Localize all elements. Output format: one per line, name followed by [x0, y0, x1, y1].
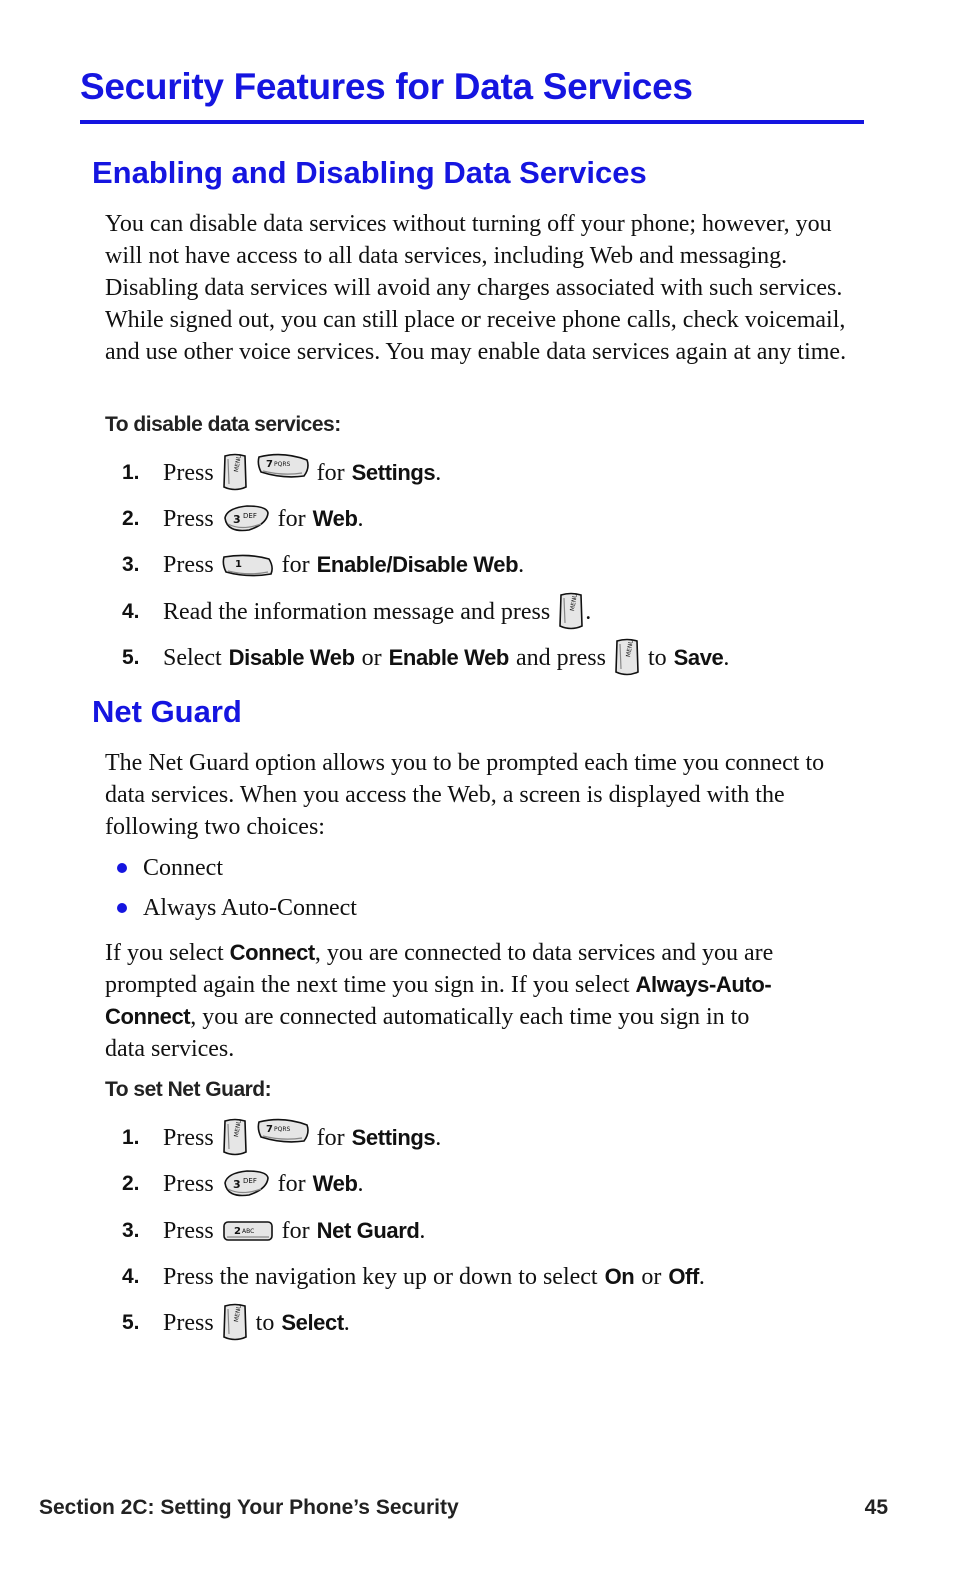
step-target: Select — [281, 1310, 344, 1335]
step-number: 3. — [122, 553, 140, 576]
menu-ok-key-icon — [221, 453, 249, 493]
step-option-2: Off — [668, 1264, 699, 1289]
bullet-dot-icon — [117, 903, 127, 913]
step-period: . — [435, 459, 442, 486]
step-to: to — [647, 644, 667, 671]
disable-step-3 — [122, 545, 524, 585]
step-for: for — [316, 1124, 345, 1151]
bullet-text: Always Auto-Connect — [143, 894, 357, 921]
page-title: Security Features for Data Services — [80, 66, 693, 107]
step-verb: Press — [163, 1217, 214, 1244]
net-guard-step-1 — [122, 1118, 441, 1158]
disable-step-1 — [122, 453, 441, 493]
step-number: 5. — [122, 646, 140, 669]
step-option-1: On — [604, 1264, 635, 1289]
net-guard-choices-paragraph — [105, 937, 865, 1065]
step-or: or — [361, 644, 382, 671]
step-period: . — [357, 1170, 364, 1197]
title-rule — [80, 120, 864, 124]
key-7-pqrs-icon — [256, 452, 310, 480]
menu-ok-key-icon — [221, 1303, 249, 1343]
key-3-def-icon — [221, 1169, 271, 1199]
step-period: . — [343, 1309, 350, 1336]
para-text: data services. — [105, 1036, 235, 1062]
key-3-def-icon — [221, 504, 271, 534]
key-1-icon — [221, 551, 275, 579]
step-for: for — [316, 459, 345, 486]
step-target: Save — [673, 645, 724, 670]
key-7-pqrs-icon — [256, 1117, 310, 1145]
step-for: for — [281, 1217, 310, 1244]
step-target: Net Guard — [316, 1218, 420, 1243]
step-number: 4. — [122, 1265, 140, 1288]
step-text: Press the navigation key up or down to select — [163, 1263, 598, 1290]
net-guard-step-2 — [122, 1164, 364, 1204]
para-text: , you are connected to data services and you are — [314, 940, 774, 966]
step-target: Settings — [351, 1125, 436, 1150]
step-number: 4. — [122, 600, 140, 623]
step-verb: Press — [163, 551, 214, 578]
bullet-item — [117, 890, 357, 926]
step-period: . — [723, 644, 730, 671]
step-period: . — [357, 505, 364, 532]
step-option-2: Enable Web — [388, 645, 509, 670]
step-verb: Press — [163, 1170, 214, 1197]
step-for: for — [277, 1170, 306, 1197]
disable-step-2 — [122, 499, 364, 539]
step-period: . — [419, 1217, 426, 1244]
para-text: If you select — [105, 940, 224, 966]
step-period: . — [435, 1124, 442, 1151]
para-text: prompted again the next time you sign in. If you select — [105, 972, 630, 998]
para-bold: Always-Auto- — [635, 972, 772, 997]
step-period: . — [698, 1263, 705, 1290]
net-guard-paragraph: The Net Guard option allows you to be prompted each time you connect to data services. When you access the Web, a screen is displayed with the following two choices: — [105, 750, 825, 840]
key-2-abc-icon — [221, 1219, 275, 1243]
net-guard-step-5 — [122, 1303, 350, 1343]
step-verb: Press — [163, 1309, 214, 1336]
para-text: , you are connected automatically each time you sign in to — [190, 1004, 750, 1030]
step-verb: Press — [163, 505, 214, 532]
step-number: 1. — [122, 461, 140, 484]
step-verb: Press — [163, 459, 214, 486]
step-number: 2. — [122, 507, 140, 530]
disable-step-4 — [122, 592, 591, 632]
step-to: to — [255, 1309, 275, 1336]
step-option-1: Disable Web — [228, 645, 355, 670]
disable-step-5 — [122, 638, 729, 678]
step-target: Settings — [351, 460, 436, 485]
step-verb: Press — [163, 1124, 214, 1151]
footer-page-number: 45 — [864, 1496, 888, 1519]
section-heading-enabling: Enabling and Disabling Data Services — [92, 155, 647, 190]
step-verb: Select — [163, 644, 222, 671]
step-period: . — [585, 598, 592, 625]
menu-ok-key-icon — [613, 638, 641, 678]
footer-section-title: Section 2C: Setting Your Phone’s Security — [39, 1496, 459, 1519]
intro-paragraph: You can disable data services without turning off your phone; however, you will not have access to all data services, including Web and messaging. Disabling data services will avoid any charges associated with such services. While signed out, you can still place or receive phone calls, check voicemail, and use other voice services. You may enable data services again at any time. — [105, 211, 847, 365]
step-target: Web — [312, 1171, 358, 1196]
menu-ok-key-icon — [221, 1118, 249, 1158]
step-for: for — [277, 505, 306, 532]
step-target: Web — [312, 506, 358, 531]
net-guard-step-3 — [122, 1211, 425, 1251]
bullet-item — [117, 850, 223, 886]
para-bold: Connect — [229, 940, 315, 965]
step-text: Read the information message and press — [163, 598, 551, 625]
step-target: Enable/Disable Web — [316, 552, 519, 577]
step-number: 1. — [122, 1126, 140, 1149]
step-period: . — [518, 551, 525, 578]
disable-procedure-subhead: To disable data services: — [105, 413, 341, 436]
bullet-dot-icon — [117, 863, 127, 873]
menu-ok-key-icon — [557, 592, 585, 632]
section-heading-net-guard: Net Guard — [92, 694, 242, 729]
step-and-press: and press — [515, 644, 606, 671]
step-or: or — [641, 1263, 662, 1290]
step-for: for — [281, 551, 310, 578]
bullet-text: Connect — [143, 854, 223, 881]
step-number: 5. — [122, 1311, 140, 1334]
net-guard-procedure-subhead: To set Net Guard: — [105, 1078, 272, 1101]
para-bold: Connect — [105, 1004, 191, 1029]
step-number: 3. — [122, 1219, 140, 1242]
step-number: 2. — [122, 1172, 140, 1195]
net-guard-step-4 — [122, 1257, 705, 1297]
